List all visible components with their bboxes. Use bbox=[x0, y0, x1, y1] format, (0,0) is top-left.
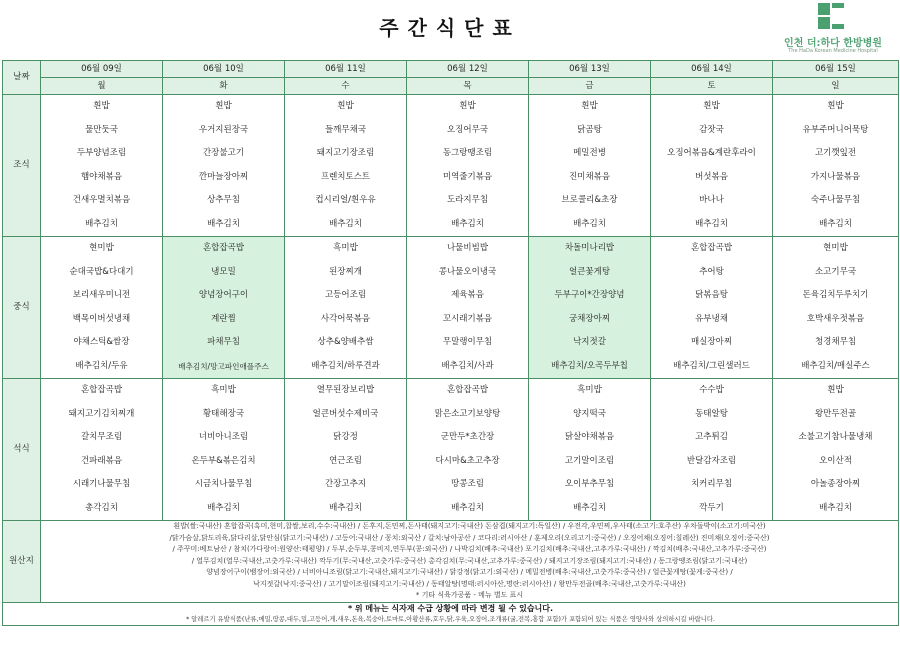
origin-sub-note: * 기타 식육가공품 - 메뉴 별도 표시 bbox=[415, 591, 524, 599]
origin-line: 양념장어구이(뱀장어:외국산) / 너비아니조림(닭고기:국내산,돼지고기:국내산) / 닭강정(닭고기:외국산) / 메밀전병(배추:국내산,고춧가루:중국산) / 얼큰꽃게탕(꽃게:중국산) / bbox=[206, 568, 733, 576]
menu-item: 총각김치 bbox=[85, 502, 118, 513]
breakfast-cell bbox=[529, 95, 651, 237]
menu-item: 흰밥 bbox=[215, 101, 232, 111]
hospital-logo bbox=[768, 2, 898, 58]
menu-item: 냉모밀 bbox=[211, 266, 236, 277]
menu-item: 간장불고기 bbox=[202, 148, 245, 158]
menu-item: 연근조림 bbox=[329, 455, 362, 466]
weekday-cell: 금 bbox=[529, 78, 651, 95]
menu-item: 혼합잡곡밥 bbox=[202, 243, 245, 253]
menu-item: 배추김치/매실주스 bbox=[801, 360, 870, 371]
weekday-cell: 화 bbox=[163, 78, 285, 95]
menu-item: 소고기무국 bbox=[814, 266, 857, 277]
menu-item: 오이산적 bbox=[819, 455, 852, 466]
menu-item: 흰밥 bbox=[703, 101, 720, 111]
notice-cell bbox=[3, 602, 899, 625]
menu-item: 호박새우젓볶음 bbox=[806, 313, 865, 324]
menu-item: 배추김치 bbox=[85, 218, 118, 229]
date-cell: 06월 15일 bbox=[773, 61, 899, 78]
menu-item: 배추김치 bbox=[329, 218, 362, 229]
menu-item: 배추김치 bbox=[573, 218, 606, 229]
menu-item: 고등어조림 bbox=[324, 290, 367, 300]
menu-item: 동태알탕 bbox=[695, 408, 728, 419]
menu-item: 콩나물오이냉국 bbox=[438, 266, 497, 277]
menu-item: 보리새우미니전 bbox=[72, 290, 131, 300]
menu-item: 흑미밥 bbox=[333, 243, 358, 253]
menu-item: 두부구이*간장양념 bbox=[554, 290, 625, 300]
date-cell: 06월 13일 bbox=[529, 61, 651, 78]
origin-row bbox=[3, 521, 899, 603]
menu-item: 파채무침 bbox=[207, 337, 240, 347]
dinner-cell bbox=[651, 379, 773, 521]
dinner-row-label: 석식 bbox=[3, 379, 41, 521]
dinner-cell bbox=[773, 379, 899, 521]
menu-item: 소불고기참나물냉채 bbox=[798, 432, 873, 442]
breakfast-row-label: 조식 bbox=[3, 95, 41, 237]
menu-item: 물만둣국 bbox=[85, 124, 118, 135]
breakfast-cell bbox=[285, 95, 407, 237]
dinner-cell bbox=[163, 379, 285, 521]
menu-item: 꼬시래기볶음 bbox=[442, 313, 493, 324]
menu-change-notice: * 위 메뉴는 식자재 수급 상황에 따라 변경 될 수 있습니다. bbox=[347, 603, 554, 613]
lunch-cell bbox=[773, 237, 899, 379]
menu-item: 배추김치 bbox=[451, 218, 484, 229]
origin-line: 낙지젓갈(낙지:중국산) / 고기말이조림(돼지고기:국내산) / 동태알탕(명태:러시아산,명란:러시아산) / 왕만두전골(배추:국내산,고춧가루:국내산) bbox=[253, 579, 686, 588]
dinner-cell bbox=[529, 379, 651, 521]
menu-item: 오이부추무침 bbox=[564, 479, 615, 489]
menu-item: 배추김치 bbox=[451, 502, 484, 513]
menu-item: 맑은소고기보양탕 bbox=[434, 408, 501, 419]
weekday-row bbox=[3, 78, 899, 95]
menu-item: 군만두*초간장 bbox=[440, 432, 495, 442]
lunch-cell-highlighted bbox=[163, 237, 285, 379]
menu-item: 오징어무국 bbox=[446, 124, 489, 135]
breakfast-cell bbox=[407, 95, 529, 237]
menu-item: 햄야채볶음 bbox=[80, 171, 123, 182]
menu-item: 현미밥 bbox=[823, 243, 848, 253]
menu-item: 얼큰버섯수제비국 bbox=[312, 408, 379, 419]
menu-item: 상추무침 bbox=[207, 195, 240, 205]
date-row-label: 날짜 bbox=[3, 61, 41, 95]
menu-item: 도라지무침 bbox=[446, 195, 489, 205]
lunch-cell bbox=[651, 237, 773, 379]
menu-item: 무말랭이무침 bbox=[442, 337, 493, 347]
menu-item: 바나나 bbox=[699, 195, 724, 205]
lunch-cell bbox=[41, 237, 163, 379]
menu-item: 땅콩조림 bbox=[451, 479, 484, 489]
menu-item: 흰밥 bbox=[93, 101, 110, 111]
menu-item: 닭볶음탕 bbox=[695, 290, 728, 300]
menu-item: 배추김치 bbox=[819, 218, 852, 229]
breakfast-cell bbox=[651, 95, 773, 237]
page-title: 주간식단표 bbox=[379, 16, 521, 40]
menu-item: 흰밥 bbox=[827, 101, 844, 111]
lunch-cell-highlighted bbox=[529, 237, 651, 379]
menu-item: 혼합잡곡밥 bbox=[80, 385, 123, 395]
menu-item: 컵시리얼/흰우유 bbox=[315, 195, 376, 205]
menu-item: 흑미밥 bbox=[211, 385, 236, 395]
logo-name: 인천 더:하다 한방병원 bbox=[784, 38, 882, 49]
origin-info-cell bbox=[41, 521, 899, 603]
origin-line: 흰밥(쌀:국내산) 혼합잡곡(흑미,현미,찹쌀,보리,수수:국내산) / 돈후지,돈민찌,돈사태(돼지고기:국내산) 돈삼겹(돼지고기:독일산) / 우전각,우민찌,우사태(소고기:호주산) 우차돌박이(소고기:미국산) bbox=[173, 522, 766, 530]
menu-item: 순대국밥&다대기 bbox=[69, 266, 134, 277]
breakfast-cell bbox=[163, 95, 285, 237]
menu-item: 혼합잡곡밥 bbox=[690, 243, 733, 253]
menu-item: 배추김치 bbox=[207, 502, 240, 513]
lunch-row bbox=[3, 237, 899, 379]
menu-item: 건파래볶음 bbox=[80, 455, 123, 466]
weekday-cell: 수 bbox=[285, 78, 407, 95]
menu-item: 된장찌개 bbox=[329, 266, 362, 277]
allergy-notice: * 알레르기 유발식품(난류,메밀,땅콩,대두,밀,고등어,게,새우,돈육,복숭아,토마토,아황산류,호두,닭,우육,오징어,조개류(굴,전복,홍합 포함)가 포함되어 있는 식품은 영양사와 상의하시길 바랍니다. bbox=[186, 615, 715, 623]
menu-item: 너비아니조림 bbox=[198, 432, 249, 442]
menu-item: 청경채무침 bbox=[814, 337, 857, 347]
menu-item: 갈치무조림 bbox=[80, 432, 123, 442]
menu-item: 간장고추지 bbox=[324, 479, 367, 489]
menu-item: 열무된장보리밥 bbox=[316, 385, 375, 395]
menu-item: 나물비빔밥 bbox=[446, 243, 489, 253]
menu-item: 추어탕 bbox=[699, 266, 724, 277]
menu-item: 닭강정 bbox=[333, 432, 358, 442]
menu-item: 낙지젓갈 bbox=[573, 337, 606, 347]
logo-subtitle: The HaDa Korean Medicine Hospital bbox=[788, 48, 878, 54]
menu-item: 배추김치/망고파인애플주스 bbox=[178, 361, 269, 371]
menu-item: 배추김치/사과 bbox=[441, 360, 494, 371]
menu-item: 미역줄기볶음 bbox=[442, 171, 493, 182]
menu-item: 브로콜리&초장 bbox=[561, 195, 618, 205]
menu-item: 백목이버섯냉채 bbox=[72, 313, 131, 324]
dinner-cell bbox=[41, 379, 163, 521]
origin-line: / 주꾸미:베트남산 / 참치(가다랑어:원양산:태평양) / 두부,순두부,콩비지,연두부(콩:외국산) / 나박김치(배추:국내산) 포기김치(배추:국내산,고추가루:국내산) / 깍김치(배추:국내산,고추가루:중국산) bbox=[172, 545, 767, 553]
menu-item: 차돌미나리밥 bbox=[564, 243, 615, 253]
menu-item: 상추&양배추쌈 bbox=[317, 337, 374, 347]
weekday-cell: 목 bbox=[407, 78, 529, 95]
origin-line: /닭가슴살,닭도리육,닭다리살,닭안심(닭고기:국내산) / 고등어:국내산 / 꽁치:외국산 / 갈치:남아공산 / 코다리:러시아산 / 훈제오리(오리고기:중국산) / 오징어채(오징어:칠레산) 진미채(오징어:중국산) bbox=[169, 533, 770, 542]
menu-item: 아놀종장아찌 bbox=[810, 479, 861, 489]
menu-item: 시래기나물무침 bbox=[72, 479, 131, 489]
menu-item: 고기말이조림 bbox=[564, 455, 615, 466]
dinner-cell bbox=[407, 379, 529, 521]
lunch-cell bbox=[407, 237, 529, 379]
menu-item: 양지떡국 bbox=[573, 408, 606, 419]
weekday-cell: 토 bbox=[651, 78, 773, 95]
dinner-row bbox=[3, 379, 899, 521]
menu-item: 닭곰탕 bbox=[577, 124, 602, 135]
menu-item: 배추김치/하루견과 bbox=[311, 360, 380, 371]
menu-item: 배추김치 bbox=[573, 502, 606, 513]
menu-item: 두부양념조림 bbox=[76, 148, 127, 158]
menu-item: 닭살야채볶음 bbox=[564, 432, 615, 442]
menu-item: 감잣국 bbox=[699, 124, 724, 135]
menu-item: 온두부&볶은김치 bbox=[191, 455, 256, 466]
menu-item: 돼지고기김치찌개 bbox=[68, 408, 135, 419]
menu-item: 배추김치/두유 bbox=[75, 360, 128, 371]
menu-item: 얼큰꽃게탕 bbox=[568, 266, 611, 277]
menu-item: 가지나물볶음 bbox=[810, 171, 861, 182]
menu-item: 현미밥 bbox=[89, 243, 114, 253]
menu-item: 매실장아찌 bbox=[690, 337, 733, 347]
origin-row-label: 원산지 bbox=[3, 521, 41, 603]
menu-item: 야채스틱&쌈장 bbox=[73, 337, 130, 347]
date-row bbox=[3, 61, 899, 78]
weekday-cell: 일 bbox=[773, 78, 899, 95]
notice-row bbox=[3, 602, 899, 625]
logo-mark-icon bbox=[816, 2, 852, 30]
breakfast-cell bbox=[41, 95, 163, 237]
menu-item: 흰밥 bbox=[827, 385, 844, 395]
menu-item: 계란찜 bbox=[211, 313, 236, 324]
menu-item: 배추김치 bbox=[819, 502, 852, 513]
menu-item: 반달감자조림 bbox=[686, 455, 737, 466]
menu-item: 버섯볶음 bbox=[695, 171, 728, 182]
menu-item: 돈육김치두루치기 bbox=[802, 290, 869, 300]
date-cell: 06월 14일 bbox=[651, 61, 773, 78]
menu-item: 돼지고기장조림 bbox=[316, 148, 375, 158]
date-cell: 06월 10일 bbox=[163, 61, 285, 78]
date-cell: 06월 09일 bbox=[41, 61, 163, 78]
menu-item: 치커리무침 bbox=[690, 479, 733, 489]
menu-item: 배추김치/그린샐러드 bbox=[673, 360, 750, 371]
menu-item: 다시마&초고추장 bbox=[435, 455, 500, 466]
menu-item: 고추튀김 bbox=[695, 432, 728, 442]
origin-line: / 열무김치(열무:국내산,고춧가루:국내산) 깍두기(무:국내산,고춧가루:중국산) 총각김치(무:국내산,고추가루:중국산) / 돼지고기장조림(돼지고기:국내산) / 동그랑땡조림(닭고기:국내산) bbox=[191, 556, 748, 565]
menu-item: 배추김치/오곡두부칩 bbox=[551, 360, 628, 371]
menu-table bbox=[2, 60, 899, 626]
menu-item: 건새우멸치볶음 bbox=[72, 195, 131, 205]
menu-item: 궁채장아찌 bbox=[568, 313, 611, 324]
menu-item: 사각어묵볶음 bbox=[320, 313, 371, 324]
menu-item: 수수밥 bbox=[699, 385, 724, 395]
date-cell: 06월 11일 bbox=[285, 61, 407, 78]
menu-item: 들깨무채국 bbox=[324, 124, 367, 135]
menu-item: 혼합잡곡밥 bbox=[446, 385, 489, 395]
menu-item: 진미채볶음 bbox=[568, 171, 611, 182]
breakfast-cell bbox=[773, 95, 899, 237]
menu-item: 유부냉채 bbox=[695, 313, 728, 324]
weekday-cell: 월 bbox=[41, 78, 163, 95]
menu-item: 동그랑땡조림 bbox=[442, 148, 493, 158]
menu-item: 프렌치토스트 bbox=[320, 171, 371, 182]
menu-item: 메밀전병 bbox=[573, 148, 606, 158]
dinner-cell bbox=[285, 379, 407, 521]
breakfast-row bbox=[3, 95, 899, 237]
menu-item: 오징어볶음&계란후라이 bbox=[667, 148, 756, 158]
menu-item: 흰밥 bbox=[581, 101, 598, 111]
date-cell: 06월 12일 bbox=[407, 61, 529, 78]
menu-item: 배추김치 bbox=[695, 218, 728, 229]
menu-item: 왕만두전골 bbox=[814, 408, 857, 419]
menu-item: 깍두기 bbox=[699, 502, 724, 513]
menu-item: 흰밥 bbox=[337, 101, 354, 111]
menu-item: 숙주나물무침 bbox=[810, 195, 861, 205]
menu-item: 고기깻잎전 bbox=[814, 148, 857, 158]
lunch-row-label: 중식 bbox=[3, 237, 41, 379]
menu-item: 배추김치 bbox=[207, 218, 240, 229]
menu-item: 배추김치 bbox=[329, 502, 362, 513]
menu-item: 우거지된장국 bbox=[198, 124, 249, 135]
menu-item: 흰밥 bbox=[459, 101, 476, 111]
menu-item: 황태해장국 bbox=[202, 408, 245, 419]
menu-item: 흑미밥 bbox=[577, 385, 602, 395]
menu-item: 시금치나물무침 bbox=[194, 479, 253, 489]
menu-item: 유부주머니어묵탕 bbox=[802, 124, 869, 135]
lunch-cell bbox=[285, 237, 407, 379]
menu-item: 양념장어구이 bbox=[198, 290, 249, 300]
menu-item: 깐마늘장아찌 bbox=[198, 171, 249, 182]
menu-item: 제육볶음 bbox=[451, 290, 484, 300]
